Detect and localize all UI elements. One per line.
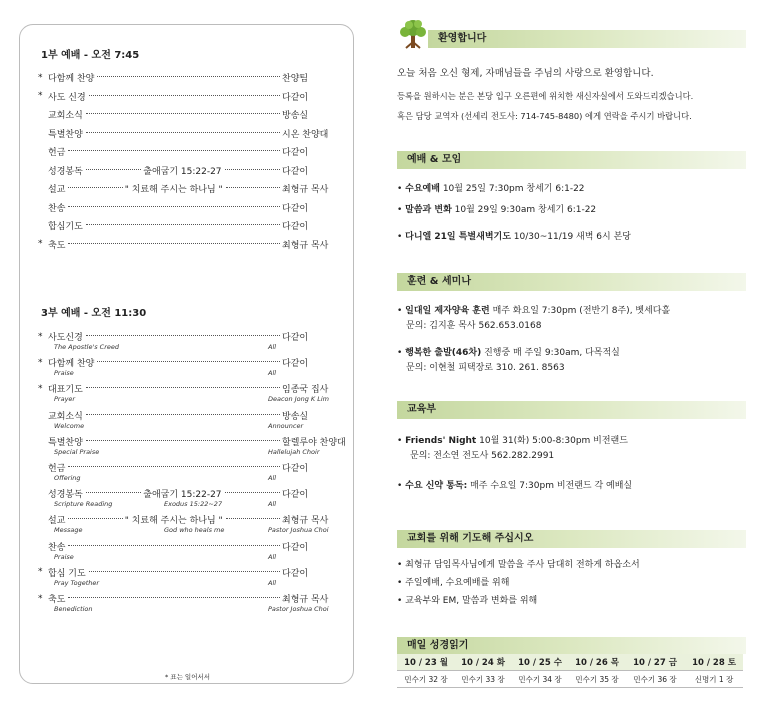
prayer-item: • 주일예배, 수요예배를 위해	[397, 578, 510, 588]
standing-marker: *	[38, 593, 43, 604]
english-detail: God who heals me	[164, 526, 225, 535]
item-leader: 다같이	[282, 166, 309, 177]
service-item-english	[54, 448, 354, 457]
bible-reading-header: 매일 성경읽기	[397, 637, 746, 654]
chapter-cell: 민수기 35 장	[569, 671, 625, 688]
english-label: The Apostle's Creed	[54, 343, 120, 351]
welcome-line3: 혹은 담당 교역자 (선세리 전도사: 714-745-8480) 에게 연락을 주시기 바랍니다.	[397, 111, 692, 121]
date-cell: 10 / 23 월	[397, 654, 455, 671]
service-item-english	[54, 605, 354, 614]
item-label: 교회소식	[48, 411, 83, 422]
item-leader: 다같이	[282, 359, 309, 370]
leader-dots	[68, 517, 122, 519]
item-leader: 방송실	[282, 111, 309, 121]
english-label: Praise	[54, 552, 74, 561]
service-item	[38, 164, 338, 177]
prayer-item: • 최형규 담임목사님에게 말씀을 주사 담대히 전하게 하옵소서	[397, 560, 640, 570]
standing-marker: *	[38, 383, 43, 394]
tree-icon	[397, 18, 429, 50]
item-leader: 다같이	[282, 333, 309, 343]
item-label: 설교	[48, 516, 66, 527]
leader-dots	[68, 465, 280, 467]
leader-dots	[68, 186, 122, 188]
leader-dots	[97, 360, 280, 362]
service-item	[38, 90, 338, 103]
service-item-english	[54, 553, 354, 562]
item-leader: 다같이	[282, 148, 309, 158]
service-item	[38, 71, 338, 84]
english-label: Benediction	[54, 605, 93, 613]
chapter-cell: 민수기 33 장	[455, 671, 511, 688]
item-leader: 임종국 집사	[282, 385, 329, 396]
item-leader: 최형규 목사	[282, 516, 329, 527]
english-leader: All	[268, 578, 277, 587]
leader-dots	[68, 149, 280, 151]
leader-dots	[86, 413, 280, 415]
leader-dots	[68, 242, 280, 244]
item-leader: 찬양팀	[282, 74, 309, 84]
item-label: 성경봉독	[48, 490, 83, 501]
english-leader: All	[268, 343, 277, 351]
leader-dots	[86, 223, 280, 225]
leader-dots	[86, 334, 280, 336]
date-cell: 10 / 25 수	[511, 654, 569, 671]
item-leader: 최형규 목사	[282, 240, 329, 251]
leader-dots	[86, 131, 280, 133]
english-label: Prayer	[54, 395, 76, 404]
item-label: 다함께 찬양	[48, 74, 95, 84]
service-item	[38, 330, 338, 343]
item-label: 찬송	[48, 542, 66, 553]
english-leader: All	[268, 500, 277, 509]
item-label: 찬송	[48, 203, 66, 214]
leader-dots	[225, 168, 280, 170]
education-item: • Friends' Night 10월 31(화) 5:00-8:30pm 비전랜드	[397, 436, 628, 446]
item-detail: " 치료해 주시는 하나님 "	[124, 185, 223, 195]
service-item-english	[54, 579, 354, 588]
english-label: Offering	[54, 474, 81, 482]
worship-item: • 다니엘 21일 특별새벽기도 10/30~11/19 새벽 6시 본당	[397, 232, 631, 242]
item-leader: 다같이	[282, 222, 309, 232]
prayer-item: • 교육부와 EM, 말씀과 변화를 위해	[397, 596, 538, 606]
service-item-english	[54, 422, 354, 431]
english-label: Welcome	[54, 421, 85, 430]
item-detail: " 치료해 주시는 하나님 "	[124, 516, 223, 527]
service-item-english	[54, 369, 354, 378]
service-item	[38, 592, 338, 605]
item-detail: 출애굽기 15:22-27	[143, 490, 222, 501]
chapter-cell: 민수기 34 장	[511, 671, 569, 688]
service-item-english	[54, 395, 354, 404]
item-leader: 시온 찬양대	[282, 129, 329, 140]
english-detail: Exodus 15:22~27	[164, 500, 223, 509]
worship-header: 예배 & 모임	[397, 151, 746, 169]
leader-dots	[89, 570, 280, 572]
service-item	[38, 108, 338, 121]
english-leader: All	[268, 369, 277, 378]
item-leader: 다같이	[282, 92, 309, 103]
welcome-line2: 등록을 원하시는 분은 본당 입구 오른편에 위치한 새신자실에서 도와드리겠습니다.	[397, 91, 694, 101]
service-item	[38, 219, 338, 232]
welcome-header: 환영합니다	[428, 30, 746, 48]
service-item	[38, 201, 338, 214]
leader-dots	[225, 491, 280, 493]
standing-marker: *	[38, 567, 43, 578]
service-item	[38, 435, 346, 448]
item-leader: 최형규 목사	[282, 185, 329, 195]
english-leader: Pastor Joshua Choi	[268, 526, 329, 535]
worship-item: • 말씀과 변화 10월 29일 9:30am 창세기 6:1-22	[397, 205, 597, 215]
english-leader: All	[268, 552, 277, 561]
leader-dots	[68, 596, 280, 598]
item-leader: 다같이	[282, 490, 309, 501]
standing-marker: *	[38, 91, 43, 101]
leader-dots	[226, 186, 280, 188]
english-leader: Pastor Joshua Choi	[268, 605, 329, 613]
item-label: 대표기도	[48, 385, 83, 396]
english-leader: All	[268, 474, 277, 482]
date-cell: 10 / 24 화	[455, 654, 511, 671]
service-item-english	[54, 343, 354, 352]
english-leader: Announcer	[268, 421, 304, 430]
item-detail: 출애굽기 15:22-27	[143, 166, 222, 177]
service-item	[38, 238, 338, 251]
training-header: 훈련 & 세미나	[397, 273, 746, 291]
item-label: 교회소식	[48, 111, 83, 121]
item-label: 합심 기도	[48, 568, 86, 579]
item-leader: 다같이	[282, 568, 309, 579]
item-label: 설교	[48, 185, 66, 195]
training-item: • 행복한 출발(46차) 진행중 매 주일 9:30am, 다목적실	[397, 348, 620, 358]
standing-marker: *	[38, 239, 43, 249]
english-label: Pray Together	[54, 578, 100, 587]
service-item	[38, 182, 338, 195]
date-cell: 10 / 28 토	[685, 654, 743, 671]
item-label: 헌금	[48, 464, 66, 474]
item-leader: 다같이	[282, 464, 309, 474]
english-leader: Hallelujah Choir	[268, 447, 320, 456]
service-item	[38, 145, 338, 158]
service3-title: 3부 예배 - 오전 11:30	[41, 308, 147, 319]
item-label: 헌금	[48, 148, 66, 158]
english-label: Message	[54, 526, 83, 535]
service-item-english	[54, 526, 354, 535]
item-label: 특별찬양	[48, 129, 83, 140]
service1-title: 1부 예배 - 오전 7:45	[41, 50, 140, 61]
education-header: 교육부	[397, 401, 746, 419]
item-leader: 최형규 목사	[282, 595, 329, 605]
item-leader: 다같이	[282, 203, 309, 214]
service-item	[38, 513, 338, 526]
item-leader: 방송실	[282, 411, 309, 422]
item-label: 축도	[48, 240, 66, 251]
service-item	[38, 566, 338, 579]
english-leader: Deacon Jong K Lim	[268, 395, 330, 404]
training-contact: 문의: 김지훈 목사 562.653.0168	[406, 321, 542, 331]
english-label: Praise	[54, 369, 74, 378]
worship-item: • 수요예배 10월 25일 7:30pm 창세기 6:1-22	[397, 184, 585, 194]
standing-marker: *	[38, 331, 43, 342]
item-leader: 다같이	[282, 542, 309, 553]
service-item	[38, 409, 338, 422]
item-leader: 할렐루야 찬양대	[282, 437, 346, 448]
item-label: 사도 신경	[48, 92, 86, 103]
item-label: 사도신경	[48, 333, 83, 343]
leader-dots	[226, 517, 280, 519]
leader-dots	[89, 94, 280, 96]
leader-dots	[68, 205, 280, 207]
english-label: Scripture Reading	[54, 500, 113, 509]
service-item	[38, 461, 338, 474]
welcome-line1: 오늘 처음 오신 형제, 자매님들을 주님의 사랑으로 환영합니다.	[397, 68, 654, 79]
service-item	[38, 487, 338, 500]
item-label: 합심기도	[48, 222, 83, 232]
service-item	[38, 382, 338, 395]
service-item	[38, 127, 338, 140]
order-of-service-card	[19, 24, 354, 684]
standing-footnote: * 표는 일어서서	[164, 673, 211, 681]
chapter-cell: 민수기 32 장	[397, 671, 455, 688]
chapter-cell: 신명기 1 장	[685, 671, 743, 688]
leader-dots	[86, 439, 280, 441]
leader-dots	[86, 386, 280, 388]
item-label: 다함께 찬양	[48, 359, 95, 370]
education-item: • 수요 신약 통독: 매주 수요일 7:30pm 비전랜드 각 예배실	[397, 481, 633, 491]
leader-dots	[86, 491, 141, 493]
leader-dots	[68, 544, 280, 546]
date-cell: 10 / 27 금	[625, 654, 685, 671]
date-cell: 10 / 26 목	[569, 654, 625, 671]
service-item-english	[54, 474, 354, 483]
service-item-english	[54, 500, 354, 509]
leader-dots	[97, 75, 280, 77]
leader-dots	[86, 168, 141, 170]
bible-reading-table	[397, 654, 743, 688]
chapter-cell: 민수기 36 장	[625, 671, 685, 688]
item-label: 축도	[48, 595, 66, 605]
training-item: • 일대일 제자양육 훈련 매주 화요일 7:30pm (전반기 8주), 벳세다홀	[397, 306, 671, 316]
english-label: Special Praise	[54, 447, 100, 456]
prayer-header: 교회를 위해 기도해 주십시오	[397, 530, 746, 548]
service-item	[38, 356, 338, 369]
standing-marker: *	[38, 357, 43, 368]
leader-dots	[86, 112, 280, 114]
service-item	[38, 540, 338, 553]
standing-marker: *	[38, 72, 43, 83]
training-contact: 문의: 이현철 피택장로 310. 261. 8563	[406, 363, 565, 373]
item-label: 성경봉독	[48, 166, 83, 177]
item-label: 특별찬양	[48, 437, 83, 448]
education-contact: 문의: 전소연 전도사 562.282.2991	[410, 451, 555, 461]
